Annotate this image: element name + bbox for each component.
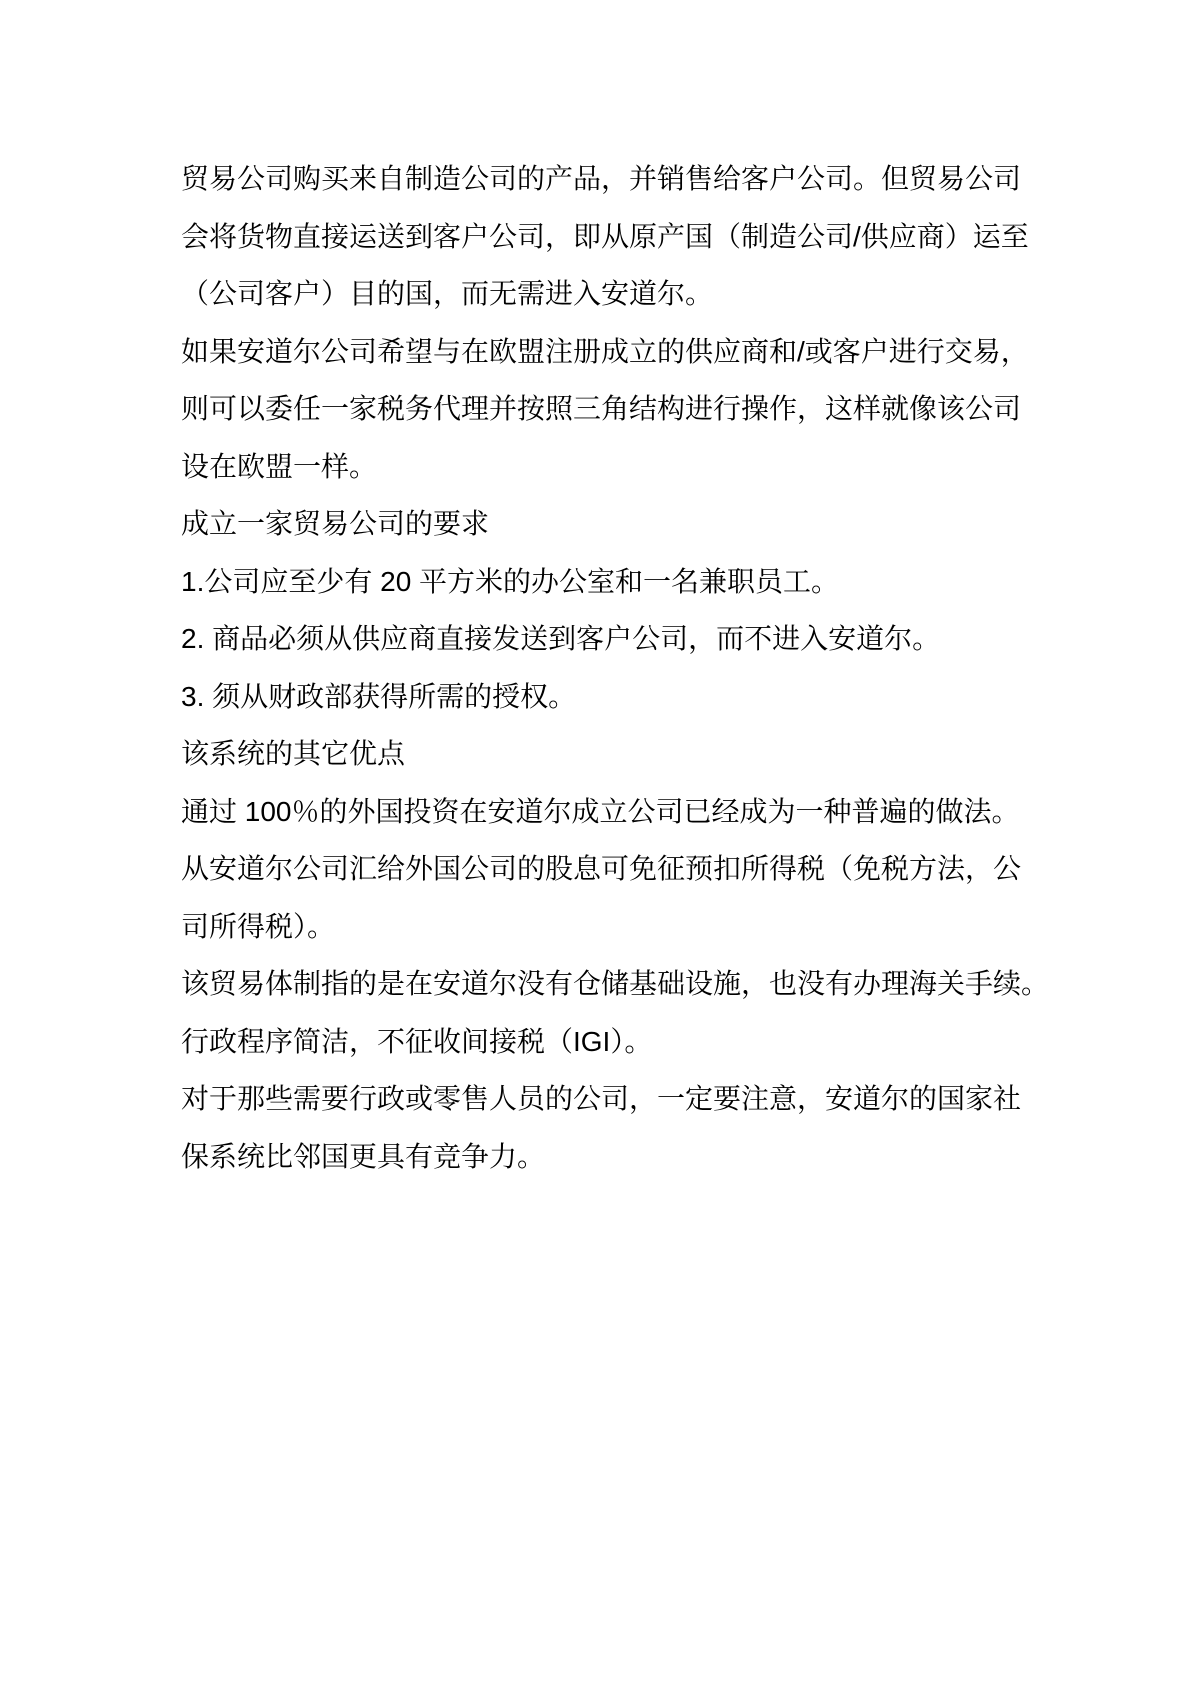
text-line: 对于那些需要行政或零售人员的公司，一定要注意，安道尔的国家社: [181, 1083, 1022, 1114]
list-item: 1.公司应至少有 20 平方米的办公室和一名兼职员工。: [181, 565, 840, 597]
text-line: 该贸易体制指的是在安道尔没有仓储基础设施，也没有办理海关手续。: [181, 968, 1050, 999]
document-text-block: [181, 150, 1051, 1185]
text-line: 会将货物直接运送到客户公司，即从原产国（制造公司/供应商）运至: [181, 220, 1029, 252]
text-line: 设在欧盟一样。: [181, 450, 378, 482]
section-heading: 该系统的其它优点: [181, 738, 406, 769]
list-item: 2. 商品必须从供应商直接发送到客户公司，而不进入安道尔。: [181, 623, 941, 654]
text-line: 行政程序简洁，不征收间接税（IGI）。: [181, 1025, 653, 1057]
text-line: 贸易公司购买来自制造公司的产品，并销售给客户公司。但贸易公司: [181, 163, 1022, 194]
text-line: 如果安道尔公司希望与在欧盟注册成立的供应商和/或客户进行交易，: [181, 335, 1029, 367]
text-line: 则可以委任一家税务代理并按照三角结构进行操作，这样就像该公司: [181, 393, 1022, 424]
text-line: 通过 100％的外国投资在安道尔成立公司已经成为一种普遍的做法。: [181, 795, 1020, 827]
section-heading: 成立一家贸易公司的要求: [181, 508, 490, 539]
text-line: 保系统比邻国更具有竞争力。: [181, 1140, 546, 1172]
list-item: 3. 须从财政部获得所需的授权。: [181, 680, 577, 712]
text-line: （公司客户）目的国，而无需进入安道尔。: [181, 278, 714, 309]
text-line: 从安道尔公司汇给外国公司的股息可免征预扣所得税（免税方法，公: [181, 853, 1022, 884]
text-line: 司所得税）。: [181, 910, 336, 942]
